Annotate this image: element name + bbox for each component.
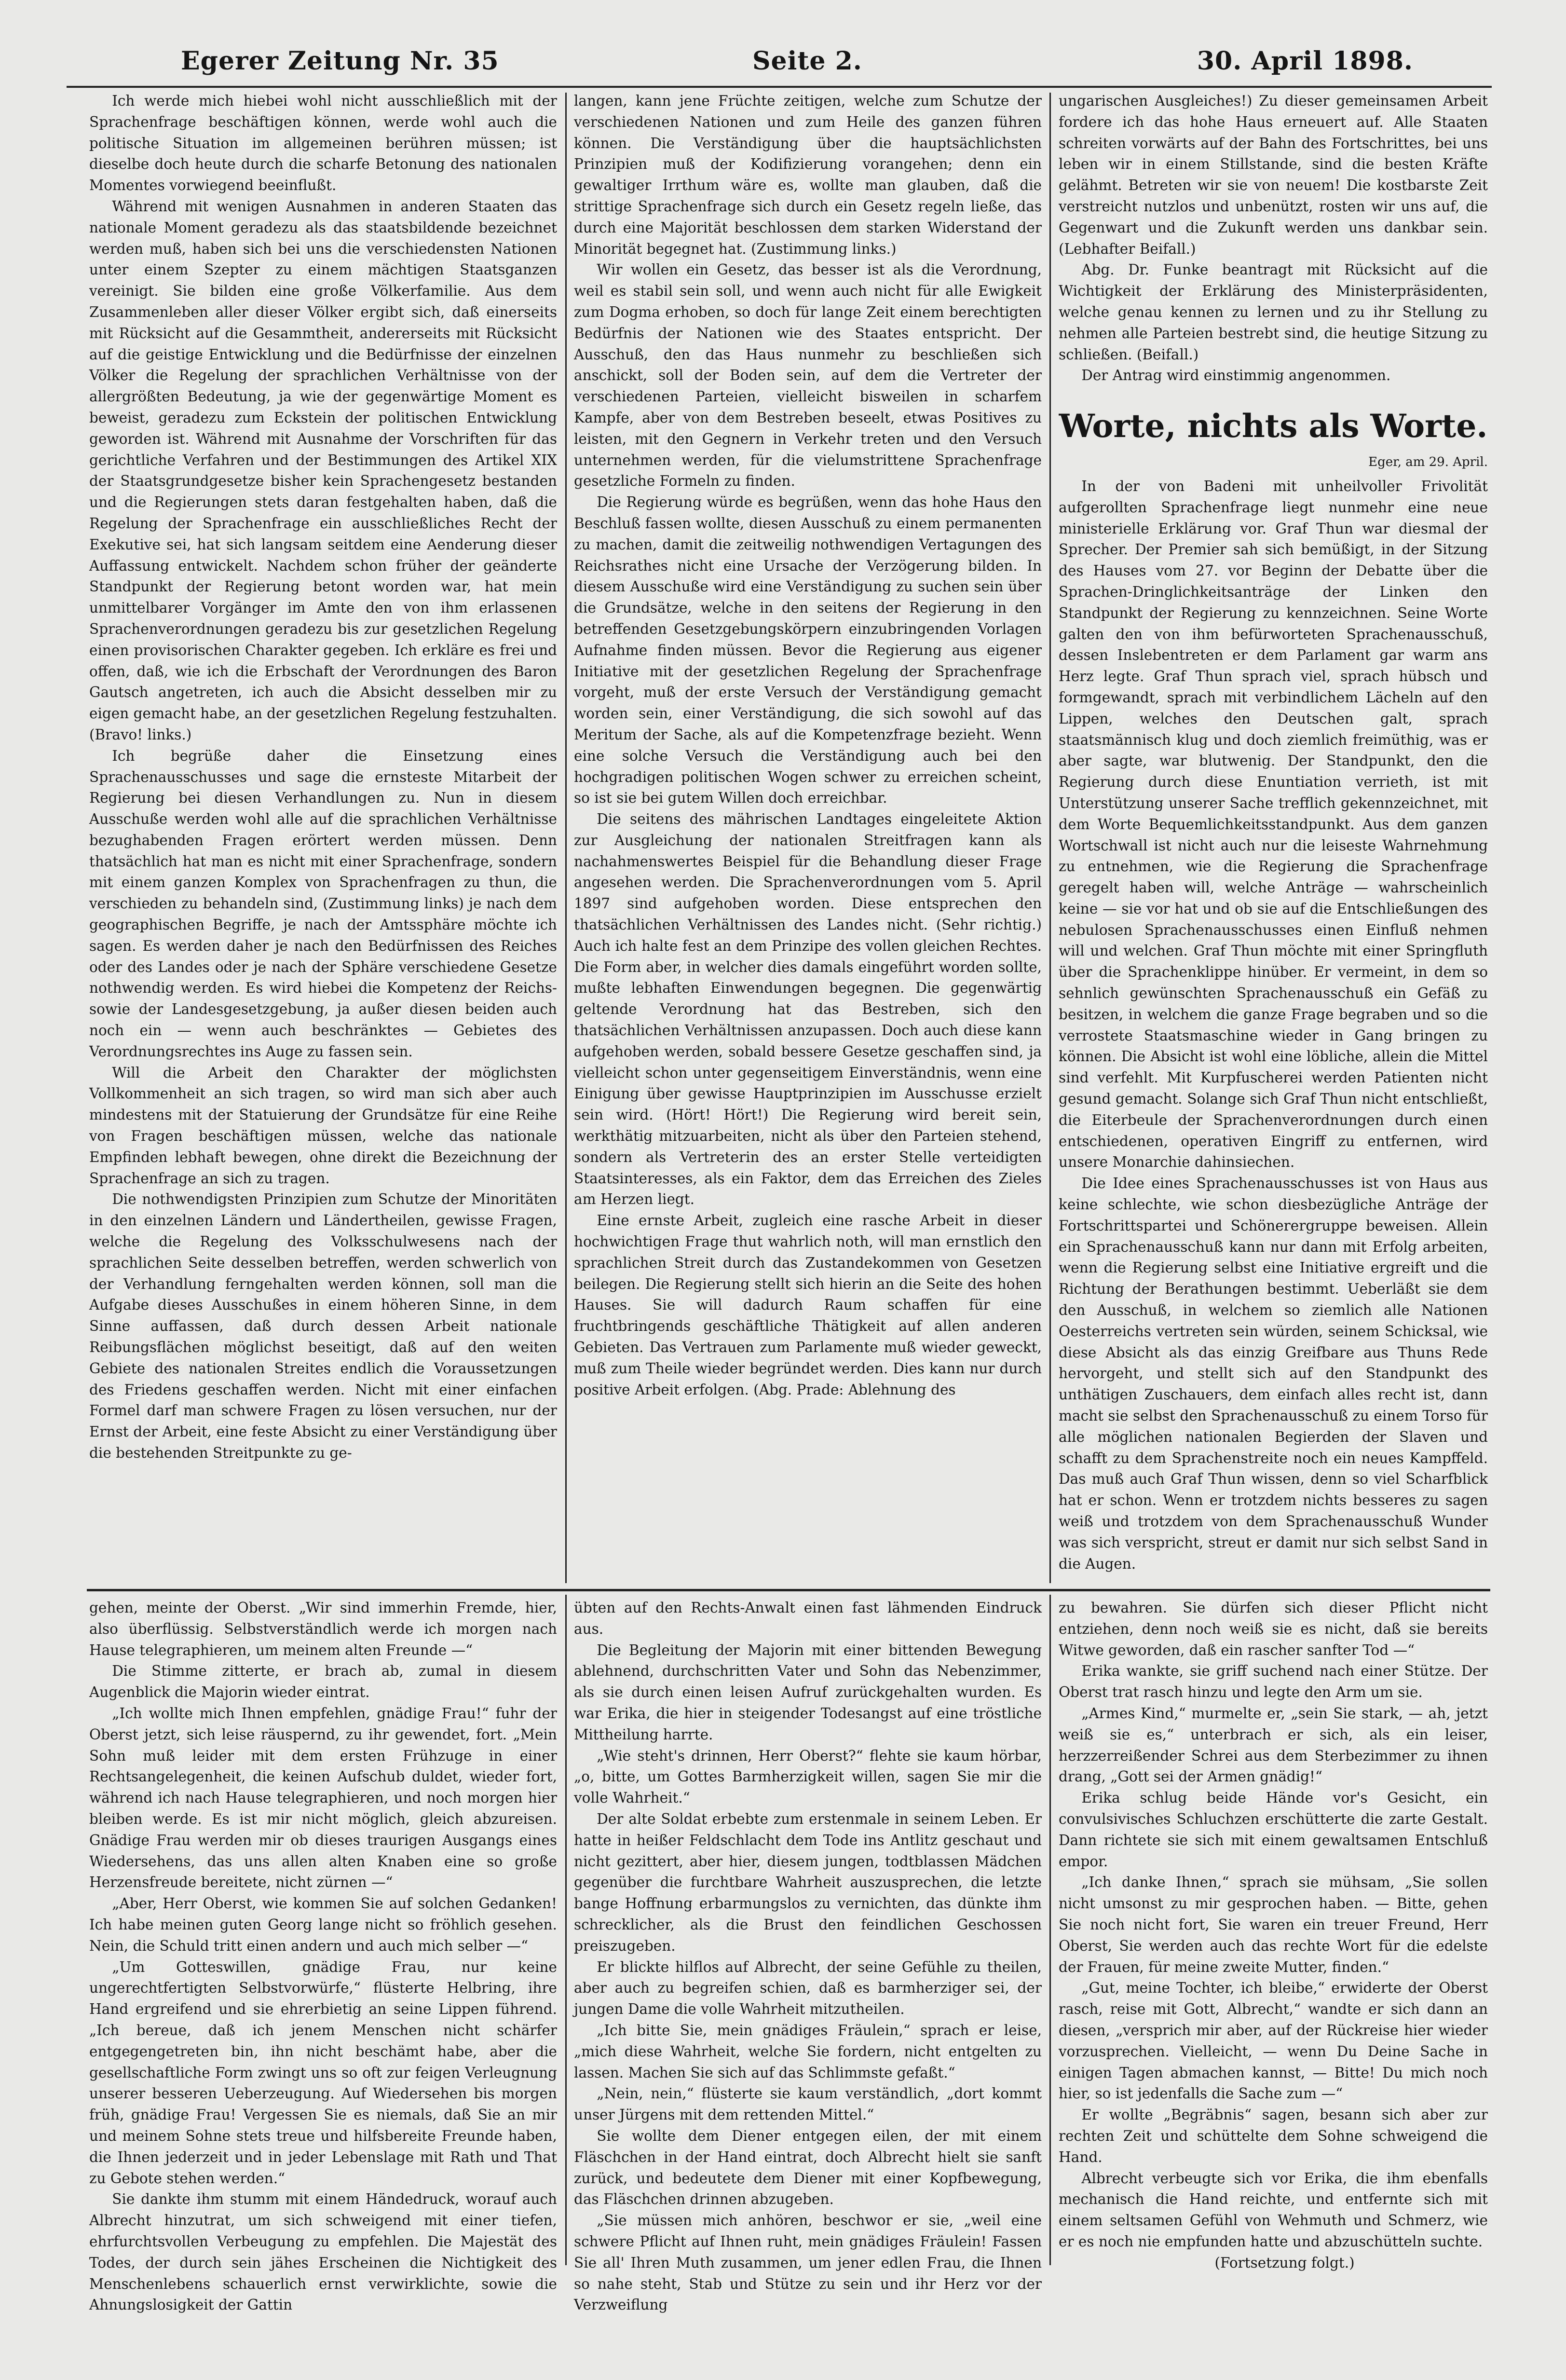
paragraph: Er blickte hilflos auf Albrecht, der seine Gefühle zu theilen, aber auch zu begreifen schien, daß es barmherziger sei, der jungen Dame die volle Wahrheit mitzutheilen.: [574, 1958, 1042, 2018]
paragraph: langen, kann jene Früchte zeitigen, welche zum Schutze der verschiedenen Nationen und zum Heile des ganzen führen können. Die Verständigung über die hauptsächlichsten Prinzipien muß der Kodifizierung vorangehen; denn ein gewaltiger Irrthum wäre es, wollte man glauben, daß die strittige Sprachenfrage sich durch ein Gesetz regeln ließe, das durch eine Majorität beschlossen dem starken Widerstand der Minorität begegnet hat. (Zustimmung links.): [574, 93, 1042, 257]
header-rule: [67, 86, 1492, 88]
paragraph: Abg. Dr. Funke beantragt mit Rücksicht auf die Wichtigkeit der Erklärung des Ministerpräsidenten, welche genau kennen zu lernen und zu ihr Stellung zu nehmen alle Parteien bestrebt sind, die heutige Sitzung zu schließen. (Beifall.): [1059, 261, 1488, 363]
paragraph: Ich begrüße daher die Einsetzung eines Sprachenausschusses und sage die ernsteste Mitarbeit der Regierung bei diesen Verhandlungen zu. Nun in diesem Ausschuße werden wohl alle auf die sprachlichen Verhältnisse bezughabenden Fragen erörtert werden müssen. Denn thatsächlich hat man es nicht mit einer Sprachenfrage, sondern mit einem ganzen Komplex von Sprachenfragen zu thun, die verschieden zu behandeln sind, (Zustimmung links) je nach dem geographischen Begriffe, je nach der Amtssphäre möchte ich sagen. Es werden daher je nach den Bedürfnissen des Reiches oder des Landes oder je nach der Sphäre verschiedene Gesetze nothwendig werden. Es wird hiebei die Kompetenz der Reichs- sowie der Landesgesetzgebung, ja außer diesen beiden auch noch ein — wenn auch beschränktes — Gebietes des Verordnungsrechtes ins Auge zu fassen sein.: [89, 747, 557, 1060]
paragraph: „Um Gotteswillen, gnädige Frau, nur keine ungerechtfertigten Selbstvorwürfe,“ flüsterte Helbring, ihre Hand ergreifend und sie ehrerbietig an seine Lippen führend. „Ich bereue, daß ich jenem Menschen nicht schärfer entgegengetreten bin, ihn nicht beschämt habe, aber die gesellschaftliche Form zwingt uns so oft zur feigen Verleugnung unserer besseren Ueberzeugung. Auf Wiedersehen bis morgen früh, gnädige Frau! Vergessen Sie es niemals, daß Sie an mir und meinem Sohne stets treue und hilfsbereite Freunde haben, die Ihnen jederzeit und in jeder Lebenslage mit Rath und That zu Gebote stehen werden.“: [89, 1958, 557, 2187]
paragraph: Die Idee eines Sprachenausschusses ist von Haus aus keine schlechte, wie schon diesbezügliche Anträge der Fortschrittspartei und Schönerergruppe beweisen. Allein ein Sprachenausschuß kann nur dann mit Erfolg arbeiten, wenn die Regierung selbst eine Initiative ergreift und die Richtung der Berathungen bestimmt. Ueberläßt sie dem den Ausschuß, in welchem so ziemlich alle Nationen Oesterreichs vertreten sein würden, seinem Schicksal, wie diese Absicht als das einzig Greifbare aus Thuns Rede hervorgeht, und stellt sich auf den Standpunkt des unthätigen Zuschauers, dem einfach alles recht ist, dann macht sie selbst den Sprachenausschuß zu einem Torso für alle möglichen nationalen Begierden der Slaven und schafft zu dem Sprachenstreite noch ein neues Kampffeld. Das muß auch Graf Thun wissen, denn so viel Scharfblick hat er schon. Wenn er trotzdem nichts besseres zu sagen weiß und trotzdem von dem Sprachenausschuß Wunder was sich verspricht, streut er damit nur sich selbst Sand in die Augen.: [1059, 1175, 1488, 1572]
article-headline: Worte, nichts als Worte.: [1059, 407, 1488, 445]
paragraph: „Sie müssen mich anhören, beschwor er sie, „weil eine schwere Pflicht auf Ihnen ruht, mein gnädiges Fräulein! Fassen Sie all' Ihren Muth zusammen, um jener edlen Frau, die Ihnen so nahe steht, Stab und Stütze zu sein und ihr Herz vor der Verzweiflung: [574, 2212, 1042, 2313]
paragraph: Der Antrag wird einstimmig angenommen.: [1081, 367, 1391, 384]
issue-date: 30. April 1898.: [1197, 46, 1413, 76]
page-header: [181, 46, 1413, 76]
paragraph: „Ich danke Ihnen,“ sprach sie mühsam, „Sie sollen nicht umsonst zu mir gesprochen haben. — Bitte, gehen Sie noch nicht fort, Sie waren ein treuer Freund, Herr Oberst, Sie werden auch das rechte Wort für die edelste der Frauen, für meine zweite Mutter, finden.“: [1059, 1874, 1488, 1975]
paragraph: „Ich bitte Sie, mein gnädiges Fräulein,“ sprach er leise, „mich diese Wahrheit, welche Sie fordern, nicht entgelten zu lassen. Machen Sie sich auf das Schlimmste gefaßt.“: [574, 2022, 1042, 2081]
paragraph: Er wollte „Begräbnis“ sagen, besann sich aber zur rechten Zeit und schüttelte dem Sohne schweigend die Hand.: [1059, 2106, 1488, 2165]
paragraph: Sie wollte dem Diener entgegen eilen, der mit einem Fläschchen in der Hand eintrat, doch Albrecht hielt sie sanft zurück, und bedeutete dem Diener mit einer Kopfbewegung, das Fläschchen drinnen abzugeben.: [574, 2127, 1042, 2208]
feuilleton-divider-1: [565, 1595, 567, 2265]
paragraph: „Wie steht's drinnen, Herr Oberst?“ flehte sie kaum hörbar, „o, bitte, um Gottes Barmherzigkeit willen, sagen Sie mir die volle Wahrheit.“: [574, 1747, 1042, 1806]
paragraph: Erika wankte, sie griff suchend nach einer Stütze. Der Oberst trat rasch hinzu und legte den Arm um sie.: [1059, 1663, 1488, 1701]
speech-conclusion: [1059, 91, 1488, 386]
column-divider-1: [565, 93, 567, 1583]
paragraph: Ich werde mich hiebei wohl nicht ausschließlich mit der Sprachenfrage beschäftigen können, werde wohl auch die politische Situation im allgemeinen berühren müssen; ist dieselbe doch heute durch die scharfe Betonung des nationalen Momentes vorwiegend beeinflußt.: [89, 93, 557, 194]
paragraph: „Armes Kind,“ murmelte er, „sein Sie stark, — ah, jetzt weiß sie es,“ unterbrach er sich, als ein leiser, herzzerreißender Schrei aus dem Sterbezimmer zu ihnen drang, „Gott sei der Armen gnädig!“: [1059, 1705, 1488, 1785]
paragraph: „Gut, meine Tochter, ich bleibe,“ erwiderte der Oberst rasch, reise mit Gott, Albrecht,“ wandte er sich dann an diesen, „versprich mir aber, auf der Rückreise hier wieder vorzusprechen. Vielleicht, — wenn Du Deine Sache in einigen Tagen abmachen kannst, — Bitte! Du mich noch hier, so ist jedenfalls die Sache zum —“: [1059, 1980, 1488, 2102]
column-divider-2: [1049, 93, 1051, 1583]
paragraph: „Ich wollte mich Ihnen empfehlen, gnädige Frau!“ fuhr der Oberst jetzt, sich leise räuspernd, zu ihr gewendet, fort. „Mein Sohn muß leider mit dem ersten Frühzuge in einer Rechtsangelegenheit, die keinen Aufschub duldet, wieder fort, während ich nach Hause telegraphieren, und noch morgen hier bleiben werde. Es ist mir nicht möglich, gleich abzureisen. Gnädige Frau werden mir ob dieses traurigen Ausgangs eines Wiedersehens, das uns allen alten Knaben eine so große Herzensfreude bereitete, nicht zürnen —“: [89, 1705, 557, 1891]
article-column-1: [89, 91, 557, 1585]
paragraph: gehen, meinte der Oberst. „Wir sind immerhin Fremde, hier, also überflüssig. Selbstverständlich werde ich morgen nach Hause telegraphieren, um meinem alten Freunde —“: [89, 1600, 557, 1658]
paragraph: Sie dankte ihm stumm mit einem Händedruck, worauf auch Albrecht hinzutrat, um sich schweigend mit einer tiefen, ehrfurchtsvollen Verbeugung zu empfehlen. Die Majestät des Todes, der durch sein jähes Erscheinen die Nichtigkeit des Menschenlebens schauerlich ernst verwirklichte, sowie die Ahnungslosigkeit der Gattin: [89, 2191, 557, 2313]
continuation-note: (Fortsetzung folgt.): [1214, 2254, 1355, 2271]
paragraph: Die seitens des mährischen Landtages eingeleitete Aktion zur Ausgleichung der nationalen Streitfragen kann als nachahmenswertes Beispiel für die Behandlung dieser Frage angesehen werden. Die Sprachenverordnungen vom 5. April 1897 sind aufgehoben worden. Diese entsprechen den thatsächlichen Verhältnissen des Landes nicht. (Sehr richtig.) Auch ich halte fest an dem Prinzipe des vollen gleichen Rechtes. Die Form aber, in welcher dies damals eingeführt worden sollte, mußte lebhaften Einwendungen begegnen. Die gegenwärtig geltende Verordnung hat das Bestreben, sich den thatsächlichen Verhältnissen anzupassen. Doch auch diese kann aufgehoben werden, sobald bessere Gesetze geschaffen sind, ja vielleicht schon unter gegenseitigem Einverständnis, wenn eine Einigung über gewisse Hauptprinzipien im Ausschusse erzielt sein wird. (Hört! Hört!) Die Regierung wird bereit sein, werkthätig mitzuarbeiten, nicht als über den Parteien stehend, sondern als Vertreterin des an erster Stelle verteidigten Staatsinteresses, als ein Faktor, dem das Erreichen des Zieles am Herzen liegt.: [574, 811, 1042, 1208]
article-dateline: Eger, am 29. April.: [1368, 455, 1488, 470]
feuilleton-rule: [87, 1589, 1490, 1591]
paragraph: Die Regierung würde es begrüßen, wenn das hohe Haus den Beschluß fassen wollte, diesen Ausschuß zu einem permanenten zu machen, damit die zeitweilig nothwendigen Vertagungen des Reichsrathes nicht eine Ursache der Verzögerung bilden. In diesem Ausschuße wird eine Verständigung zu suchen sein über die Grundsätze, welche in den seitens der Regierung in den betreffenden Gesetzgebungskörpern einzubringenden Vorlagen Aufnahme finden müssen. Bevor die Regierung aus eigener Initiative mit der gesetzlichen Regelung der Sprachenfrage vorgeht, muß der erste Versuch der Verständigung gemacht worden sein, einer Verständigung, die sich sowohl auf das Meritum der Sache, als auf die Kompetenzfrage bezieht. Wenn eine solche Versuch die Verständigung auch bei den hochgradigen politischen Wogen schwer zu erreichen scheint, so ist sie bei gutem Willen doch erreichbar.: [574, 494, 1042, 807]
page-number: Seite 2.: [752, 46, 862, 76]
editorial-body: [1059, 476, 1488, 1574]
paragraph: In der von Badeni mit unheilvoller Frivolität aufgerollten Sprachenfrage liegt nunmehr eine neue ministerielle Erklärung vor. Graf Thun war diesmal der Sprecher. Der Premier sah sich bemüßigt, in der Sitzung des Hauses vom 27. vor Beginn der Debatte über die Sprachen-Dringlichkeitsanträge der Linken den Standpunkt der Regierung zu kennzeichnen. Seine Worte galten den von ihm befürworteten Sprachenausschuß, dessen Inslebentreten er dem Parlament gar warm ans Herz legte. Graf Thun sprach viel, sprach hübsch und formgewandt, sprach mit verbindlichem Lächeln auf den Lippen, welches den Deutschen galt, sprach staatsmännisch klug und doch ziemlich freimüthig, was er aber sagte, war blutwenig. Der Standpunkt, den die Regierung durch diese Enuntiation verrieth, ist mit Unterstützung unserer Sache trefflich gekennzeichnet, mit dem Worte Bequemlichkeitsstandpunkt. Aus dem ganzen Wortschwall ist nicht auch nur die leiseste Wahrnehmung zu entnehmen, wie die Regierung die Sprachenfrage geregelt haben will, welche Anträge — wahrscheinlich keine — sie vor hat und ob sie auf die Entschließungen des nebulosen Sprachenausschusses einen Einfluß nehmen will und welchen. Graf Thun möchte mit einer Springfluth über die Sprachenklippe hinüber. Er vermeint, in dem so sehnlich gewünschten Sprachenausschuß ein Gefäß zu besitzen, in welchem die ganze Frage begraben und so die verrostete Staatsmaschine wieder in Gang bringen zu können. Die Absicht ist wohl eine löbliche, allein die Mittel sind verfehlt. Mit Kurpfuscherei werden Patienten nicht gesund gemacht. Solange sich Graf Thun nicht entschließt, die Eiterbeule der Sprachenverordnungen durch einen entschiedenen, operativen Eingriff zu entfernen, wird unsere Monarchie dahinsiechen.: [1059, 478, 1488, 1171]
feuilleton-body: [1059, 1598, 1488, 2253]
paragraph: Eine ernste Arbeit, zugleich eine rasche Arbeit in dieser hochwichtigen Frage thut wahrlich noth, will man ernstlich den sprachlichen Streit durch das Zustandekommen von Gesetzen beilegen. Die Regierung stellt sich hierin an die Seite des hohen Hauses. Sie will dadurch Raum schaffen für eine fruchtbringends geschäftliche Thätigkeit auf allen anderen Gebieten. Das Vertrauen zum Parlamente muß wieder geweckt, muß zum Theile wieder begründet werden. Dies kann nur durch positive Arbeit erfolgen. (Abg. Prade: Ablehnung des: [574, 1212, 1042, 1398]
paragraph: Der alte Soldat erbebte zum erstenmale in seinem Leben. Er hatte in heißer Feldschlacht dem Tode ins Antlitz geschaut und nicht gezittert, aber hier, diesem jungen, todtblassen Mädchen gegenüber die furchtbare Wahrheit auszusprechen, die letzte bange Hoffnung erbarmungslos zu vernichten, das dünkte ihm schrecklicher, als die Brust den feindlichen Geschossen preiszugeben.: [574, 1810, 1042, 1954]
paper-title: Egerer Zeitung Nr. 35: [181, 46, 499, 76]
paragraph: zu bewahren. Sie dürfen sich dieser Pflicht nicht entziehen, denn noch weiß sie es nicht, daß sie bereits Witwe geworden, daß ein rascher sanfter Tod —“: [1059, 1600, 1488, 1658]
paragraph: Die nothwendigsten Prinzipien zum Schutze der Minoritäten in den einzelnen Ländern und Ländertheilen, gewisse Fragen, welche die Regelung des Volksschulwesens nach der sprachlichen Seite desselben betreffen, werden schwerlich von der Verhandlung ferngehalten werden können, soll man die Aufgabe dieses Ausschußes in einem höheren Sinne, in dem Sinne auffassen, daß durch dessen Arbeit nationale Reibungsflächen möglichst beseitigt, daß auf den weiten Gebiete des nationalen Streites endlich die Voraussetzungen des Friedens geschaffen werden. Nicht mit einer einfachen Formel darf man schwere Fragen zu lösen versuchen, nur der Ernst der Arbeit, eine feste Absicht zu einer Verständigung über die bestehenden Streitpunkte zu ge-: [89, 1191, 557, 1461]
paragraph: Erika schlug beide Hände vor's Gesicht, ein convulsivisches Schluchzen erschütterte die zarte Gestalt. Dann richtete sie sich mit einem gewaltsamen Entschluß empor.: [1059, 1790, 1488, 1870]
paragraph: ungarischen Ausgleiches!) Zu dieser gemeinsamen Arbeit fordere ich das hohe Haus erneuert auf. Alle Staaten schreiten vorwärts auf der Bahn des Fortschrittes, bei uns leben wir in einem Stillstande, sind die besten Kräfte gelähmt. Betreten wir sie von neuem! Die kostbarste Zeit verstreicht nutzlos und unbenützt, rosten wir uns auf, die Gegenwart und die Zukunft werden uns dankbar sein. (Lebhafter Beifall.): [1059, 93, 1488, 257]
feuilleton-column-2: [574, 1598, 1042, 2313]
paragraph: Will die Arbeit den Charakter der möglichsten Vollkommenheit an sich tragen, so wird man sich aber auch mindestens mit der Statuierung der Grundsätze für eine Reihe von Fragen beschäftigen müssen, welche das nationale Empfinden lebhaft bewegen, ohne direkt die Bezeichnung der Sprachenfrage an sich zu tragen.: [89, 1064, 557, 1187]
feuilleton-column-3: [1059, 1598, 1488, 2271]
paragraph: Wir wollen ein Gesetz, das besser ist als die Verordnung, weil es stabil sein soll, und wenn auch nicht für alle Ewigkeit zum Dogma erhoben, so doch für lange Zeit einem berechtigten Bedürfnis der Nationen wie des Staates entspricht. Der Ausschuß, den das Haus nunmehr zu beschließen sich anschickt, soll der Boden sein, auf dem die Vertreter der verschiedenen Parteien, vielleicht bisweilen in scharfem Kampfe, aber von dem Bestreben beseelt, etwas Positives zu leisten, mit den Gegnern in Verkehr treten und den Versuch unternehmen werden, für die vielumstrittene Sprachenfrage gesetzliche Formeln zu finden.: [574, 261, 1042, 490]
paragraph: Albrecht verbeugte sich vor Erika, die ihm ebenfalls mechanisch die Hand reichte, und entfernte sich mit einem seltsamen Gefühl von Wehmuth und Schmerz, wie er es noch nie empfunden hatte und abzuschütteln suchte.: [1059, 2170, 1488, 2250]
paragraph: Die Stimme zitterte, er brach ab, zumal in diesem Augenblick die Majorin wieder eintrat.: [89, 1663, 557, 1701]
paragraph: Die Begleitung der Majorin mit einer bittenden Bewegung ablehnend, durchschritten Vater und Sohn das Nebenzimmer, als sie durch einen leisen Aufruf zurückgehalten wurden. Es war Erika, die hier in steigender Todesangst auf eine tröstliche Mittheilung harrte.: [574, 1641, 1042, 1743]
paragraph: übten auf den Rechts-Anwalt einen fast lähmenden Eindruck aus.: [574, 1600, 1042, 1637]
paragraph: „Aber, Herr Oberst, wie kommen Sie auf solchen Gedanken! Ich habe meinen guten Georg lange nicht so fröhlich gesehen. Nein, die Schuld tritt einen andern und auch mich selber —“: [89, 1895, 557, 1954]
article-column-3: [1059, 91, 1488, 1585]
feuilleton-column-1: [89, 1598, 557, 2313]
article-column-2: [574, 91, 1042, 1585]
feuilleton-divider-2: [1049, 1595, 1051, 2265]
paragraph: „Nein, nein,“ flüsterte sie kaum verständlich, „dort kommt unser Jürgens mit dem rettenden Mittel.“: [574, 2085, 1042, 2123]
paragraph: Während mit wenigen Ausnahmen in anderen Staaten das nationale Moment geradezu als das staatsbildende bezeichnet werden muß, haben sich bei uns die verschiedensten Nationen unter einem Szepter zu einem mächtigen Staatsganzen vereinigt. Sie bilden eine große Völkerfamilie. Aus dem Zusammenleben aller dieser Völker ergibt sich, daß einerseits mit Rücksicht auf die Gesammtheit, andererseits mit Rücksicht auf die geistige Entwicklung und die Bedürfnisse der einzelnen Völker die Regelung der sprachlichen Verhältnisse von der allergrößten Bedeutung, ja wie der gegenwärtige Moment es beweist, geradezu zum Eckstein der politischen Entwicklung geworden ist. Während mit Ausnahme der Vorschriften für das gerichtliche Verfahren und der Bestimmungen des Artikel XIX der Staatsgrundgesetze bisher kein Sprachengesetz bestanden und die Regierungen stets daran festgehalten haben, daß die Regelung der Sprachenfrage ein ausschließliches Recht der Exekutive sei, hat sich langsam seitdem eine Aenderung dieser Auffassung entwickelt. Nachdem schon früher der geänderte Standpunkt der Regierung betont worden war, hat mein unmittelbarer Vorgänger im Amte den von ihm erlassenen Sprachenverordnungen geradezu bis zur gesetzlichen Regelung einen provisorischen Charakter gegeben. Ich erkläre es frei und offen, daß, wie ich die Erbschaft der Verordnungen des Baron Gautsch angetreten, ich auch die Absicht desselben mir zu eigen gemacht habe, an der gesetzlichen Regelung festzuhalten. (Bravo! links.): [89, 198, 557, 743]
